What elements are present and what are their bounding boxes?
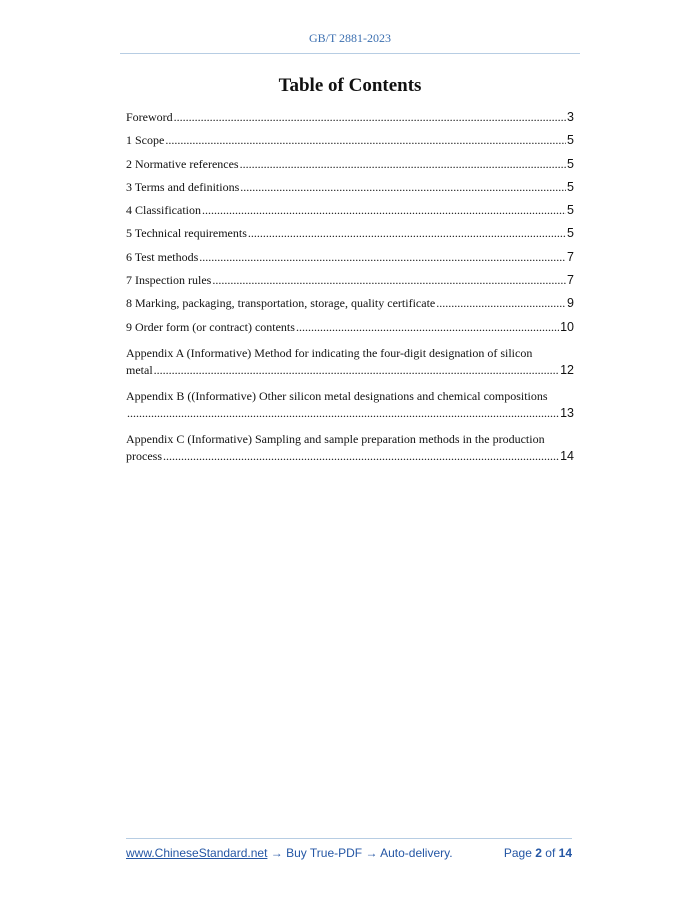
toc-entry[interactable] bbox=[126, 156, 574, 179]
toc-appendix-entry[interactable] bbox=[126, 345, 574, 379]
dot-leader bbox=[174, 109, 566, 125]
dot-leader bbox=[127, 405, 559, 422]
dot-leader bbox=[436, 295, 566, 311]
dot-leader bbox=[202, 202, 566, 218]
toc-entry[interactable] bbox=[126, 249, 574, 272]
toc-entry[interactable] bbox=[126, 272, 574, 295]
toc-entry[interactable] bbox=[126, 295, 574, 318]
toc-entry[interactable] bbox=[126, 202, 574, 225]
toc-entry-page: 5 bbox=[567, 203, 574, 218]
dot-leader bbox=[296, 319, 559, 335]
toc-entry-page: 14 bbox=[560, 448, 574, 463]
dot-leader bbox=[212, 272, 566, 288]
toc-entry-title: 5 Technical requirements bbox=[126, 226, 247, 241]
page-title: Table of Contents bbox=[278, 75, 422, 96]
toc-appendix-entry[interactable] bbox=[126, 388, 574, 422]
toc-entry-title: 6 Test methods bbox=[126, 249, 199, 264]
site-link[interactable]: www.ChineseStandard.net bbox=[126, 846, 268, 860]
page-indicator bbox=[504, 846, 572, 860]
toc-entry[interactable] bbox=[126, 319, 574, 342]
toc-entry-page: 7 bbox=[567, 249, 574, 264]
appendix-title: Appendix B ((Informative) Other silicon metal designations and chemical compositions bbox=[126, 388, 548, 403]
toc-entry[interactable] bbox=[126, 132, 574, 155]
header-standard-code: GB/T 2881-2023 bbox=[308, 31, 392, 45]
appendix-title: Appendix C (Informative) Sampling and sample preparation methods in the production bbox=[126, 431, 545, 446]
dot-leader bbox=[240, 156, 566, 172]
toc-entry-page: 12 bbox=[560, 362, 574, 377]
page-of: of bbox=[545, 846, 556, 860]
toc-entry-title: 3 Terms and definitions bbox=[126, 179, 240, 194]
toc-entry-title: 7 Inspection rules bbox=[126, 273, 212, 288]
toc-entry-page: 5 bbox=[567, 226, 574, 241]
toc-entry-page: 10 bbox=[560, 319, 574, 334]
dot-leader bbox=[248, 225, 566, 241]
toc-entry-title: Foreword bbox=[126, 110, 173, 124]
toc-entry-page: 5 bbox=[567, 133, 574, 148]
appendix-title-cont: metal bbox=[126, 362, 153, 377]
toc-entry-page: 5 bbox=[567, 179, 574, 194]
dot-leader bbox=[154, 362, 559, 379]
dot-leader bbox=[163, 448, 559, 465]
appendix-title: Appendix A (Informative) Method for indicating the four-digit designation of silicon bbox=[126, 345, 533, 360]
toc-entry-title: 1 Scope bbox=[126, 133, 165, 148]
toc-entry[interactable] bbox=[126, 225, 574, 248]
toc-entry-page: 13 bbox=[560, 405, 574, 420]
toc-appendix-entry[interactable] bbox=[126, 431, 574, 465]
toc-entry-title: 9 Order form (or contract) contents bbox=[126, 319, 295, 334]
page-label: Page bbox=[503, 846, 532, 860]
dot-leader bbox=[240, 179, 566, 195]
toc-entry-page: 3 bbox=[567, 110, 574, 124]
header-divider bbox=[120, 53, 580, 54]
dot-leader bbox=[199, 249, 566, 265]
page-total: 14 bbox=[558, 846, 572, 860]
toc-entry-title: 4 Classification bbox=[126, 203, 201, 218]
page-current: 2 bbox=[535, 846, 542, 860]
dot-leader bbox=[165, 132, 566, 148]
toc-entry-page: 5 bbox=[567, 156, 574, 171]
promo-text: → Buy True-PDF → Auto-delivery. bbox=[267, 846, 453, 860]
footer-divider bbox=[126, 838, 572, 839]
footer-promo bbox=[126, 846, 453, 860]
footer bbox=[126, 846, 572, 860]
table-of-contents bbox=[126, 109, 574, 474]
appendix-title-cont: process bbox=[126, 448, 162, 463]
toc-entry-title: 2 Normative references bbox=[126, 156, 239, 171]
toc-entry-page: 9 bbox=[567, 296, 574, 311]
toc-entry[interactable] bbox=[126, 179, 574, 202]
toc-entry-page: 7 bbox=[567, 273, 574, 288]
toc-entry-title: 8 Marking, packaging, transportation, storage, quality certificate bbox=[126, 296, 436, 311]
toc-entry[interactable] bbox=[126, 109, 574, 132]
